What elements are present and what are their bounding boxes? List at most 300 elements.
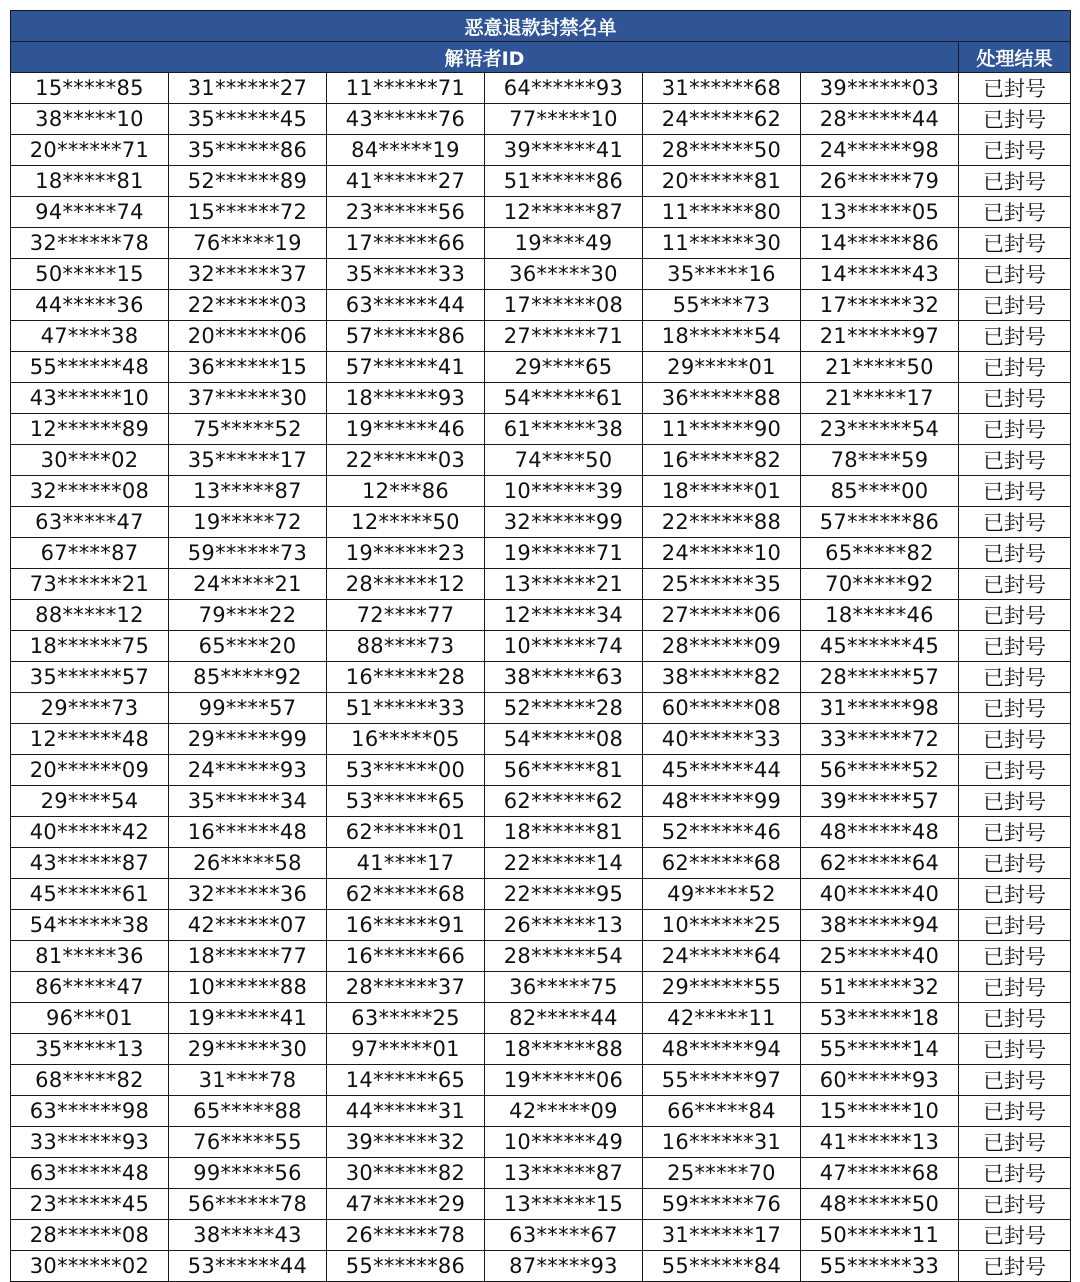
status-cell: 已封号	[959, 972, 1071, 1003]
id-cell: 97*****01	[327, 1034, 485, 1065]
id-cell: 27******06	[643, 600, 801, 631]
table-row	[11, 321, 1071, 352]
id-cell: 14******65	[327, 1065, 485, 1096]
status-cell: 已封号	[959, 321, 1071, 352]
id-cell: 62******01	[327, 817, 485, 848]
id-cell: 12******34	[485, 600, 643, 631]
id-cell: 47******29	[327, 1189, 485, 1220]
id-cell: 20******71	[11, 135, 169, 166]
id-cell: 35******57	[11, 662, 169, 693]
id-cell: 64******93	[485, 73, 643, 104]
id-cell: 40******33	[643, 724, 801, 755]
id-cell: 52******89	[169, 166, 327, 197]
id-cell: 47******68	[801, 1158, 959, 1189]
id-cell: 65****20	[169, 631, 327, 662]
id-cell: 94*****74	[11, 197, 169, 228]
id-cell: 11******30	[643, 228, 801, 259]
table-row	[11, 135, 1071, 166]
id-cell: 23******45	[11, 1189, 169, 1220]
id-cell: 66*****84	[643, 1096, 801, 1127]
id-cell: 63******98	[11, 1096, 169, 1127]
id-cell: 21*****50	[801, 352, 959, 383]
id-cell: 35*****13	[11, 1034, 169, 1065]
id-cell: 86*****47	[11, 972, 169, 1003]
id-cell: 55******84	[643, 1251, 801, 1282]
id-cell: 67****87	[11, 538, 169, 569]
id-cell: 60******08	[643, 693, 801, 724]
id-cell: 41******13	[801, 1127, 959, 1158]
table-row	[11, 1220, 1071, 1251]
id-cell: 51******32	[801, 972, 959, 1003]
id-cell: 53******65	[327, 786, 485, 817]
id-cell: 19******06	[485, 1065, 643, 1096]
id-cell: 18*****81	[11, 166, 169, 197]
id-cell: 28******57	[801, 662, 959, 693]
table-row	[11, 1065, 1071, 1096]
id-cell: 22******95	[485, 879, 643, 910]
id-cell: 28******12	[327, 569, 485, 600]
id-cell: 48******50	[801, 1189, 959, 1220]
id-cell: 32******37	[169, 259, 327, 290]
id-cell: 32******08	[11, 476, 169, 507]
table-row	[11, 941, 1071, 972]
table-row	[11, 1158, 1071, 1189]
ban-list-table	[10, 10, 1071, 1282]
id-cell: 14******43	[801, 259, 959, 290]
table-row	[11, 1189, 1071, 1220]
id-cell: 28******08	[11, 1220, 169, 1251]
table-row	[11, 104, 1071, 135]
id-cell: 28******54	[485, 941, 643, 972]
id-cell: 19****49	[485, 228, 643, 259]
status-cell: 已封号	[959, 786, 1071, 817]
table-row	[11, 1096, 1071, 1127]
id-cell: 39******41	[485, 135, 643, 166]
status-cell: 已封号	[959, 352, 1071, 383]
id-cell: 76*****55	[169, 1127, 327, 1158]
id-cell: 60******93	[801, 1065, 959, 1096]
table-row	[11, 197, 1071, 228]
id-cell: 41****17	[327, 848, 485, 879]
id-cell: 13******21	[485, 569, 643, 600]
id-cell: 24******64	[643, 941, 801, 972]
id-cell: 15******10	[801, 1096, 959, 1127]
id-cell: 38*****43	[169, 1220, 327, 1251]
id-cell: 36******15	[169, 352, 327, 383]
table-row	[11, 507, 1071, 538]
id-cell: 13******05	[801, 197, 959, 228]
id-cell: 24******98	[801, 135, 959, 166]
id-cell: 29******55	[643, 972, 801, 1003]
table-body	[11, 73, 1071, 1282]
id-cell: 18******54	[643, 321, 801, 352]
id-cell: 17******08	[485, 290, 643, 321]
table-row	[11, 600, 1071, 631]
id-cell: 45******44	[643, 755, 801, 786]
id-cell: 10******88	[169, 972, 327, 1003]
id-cell: 57******86	[327, 321, 485, 352]
id-cell: 35******17	[169, 445, 327, 476]
id-cell: 18******01	[643, 476, 801, 507]
table-row	[11, 910, 1071, 941]
table-row	[11, 662, 1071, 693]
table-row	[11, 228, 1071, 259]
id-cell: 40******42	[11, 817, 169, 848]
id-cell: 53******00	[327, 755, 485, 786]
id-cell: 49*****52	[643, 879, 801, 910]
id-cell: 54******08	[485, 724, 643, 755]
id-cell: 28******50	[643, 135, 801, 166]
id-cell: 52******46	[643, 817, 801, 848]
id-cell: 54******61	[485, 383, 643, 414]
id-cell: 82*****44	[485, 1003, 643, 1034]
id-cell: 45******61	[11, 879, 169, 910]
status-cell: 已封号	[959, 879, 1071, 910]
id-cell: 26*****58	[169, 848, 327, 879]
id-cell: 11******80	[643, 197, 801, 228]
table-row	[11, 445, 1071, 476]
status-cell: 已封号	[959, 910, 1071, 941]
id-cell: 56******52	[801, 755, 959, 786]
id-cell: 35******45	[169, 104, 327, 135]
id-cell: 53******18	[801, 1003, 959, 1034]
id-cell: 35*****16	[643, 259, 801, 290]
id-cell: 39******03	[801, 73, 959, 104]
id-cell: 38******94	[801, 910, 959, 941]
id-cell: 63*****25	[327, 1003, 485, 1034]
id-cell: 55****73	[643, 290, 801, 321]
id-cell: 39******32	[327, 1127, 485, 1158]
id-cell: 70*****92	[801, 569, 959, 600]
status-cell: 已封号	[959, 631, 1071, 662]
id-cell: 22******88	[643, 507, 801, 538]
id-cell: 33******72	[801, 724, 959, 755]
id-cell: 25******35	[643, 569, 801, 600]
id-cell: 21*****17	[801, 383, 959, 414]
table-row	[11, 724, 1071, 755]
table-title: 恶意退款封禁名单	[11, 11, 1071, 42]
id-cell: 26******78	[327, 1220, 485, 1251]
table-row	[11, 166, 1071, 197]
id-cell: 20******81	[643, 166, 801, 197]
id-cell: 59******76	[643, 1189, 801, 1220]
id-cell: 54******38	[11, 910, 169, 941]
status-cell: 已封号	[959, 662, 1071, 693]
status-cell: 已封号	[959, 1096, 1071, 1127]
status-cell: 已封号	[959, 445, 1071, 476]
id-cell: 13******87	[485, 1158, 643, 1189]
id-cell: 62******64	[801, 848, 959, 879]
id-cell: 78****59	[801, 445, 959, 476]
status-cell: 已封号	[959, 476, 1071, 507]
table-row	[11, 817, 1071, 848]
id-cell: 29****54	[11, 786, 169, 817]
id-cell: 44******31	[327, 1096, 485, 1127]
id-cell: 13******15	[485, 1189, 643, 1220]
id-cell: 44*****36	[11, 290, 169, 321]
id-cell: 42*****09	[485, 1096, 643, 1127]
id-cell: 23******54	[801, 414, 959, 445]
status-cell: 已封号	[959, 755, 1071, 786]
id-cell: 88****73	[327, 631, 485, 662]
id-cell: 37******30	[169, 383, 327, 414]
id-cell: 85*****92	[169, 662, 327, 693]
status-cell: 已封号	[959, 135, 1071, 166]
id-cell: 24******62	[643, 104, 801, 135]
id-cell: 68*****82	[11, 1065, 169, 1096]
id-cell: 16******28	[327, 662, 485, 693]
id-cell: 75*****52	[169, 414, 327, 445]
id-cell: 43******76	[327, 104, 485, 135]
id-cell: 10******74	[485, 631, 643, 662]
id-cell: 32******99	[485, 507, 643, 538]
id-cell: 72****77	[327, 600, 485, 631]
id-cell: 15******72	[169, 197, 327, 228]
id-cell: 50******11	[801, 1220, 959, 1251]
id-cell: 30******82	[327, 1158, 485, 1189]
id-cell: 65*****88	[169, 1096, 327, 1127]
id-cell: 14******86	[801, 228, 959, 259]
id-cell: 24******93	[169, 755, 327, 786]
id-cell: 48******94	[643, 1034, 801, 1065]
id-cell: 45******45	[801, 631, 959, 662]
status-cell: 已封号	[959, 538, 1071, 569]
id-cell: 15*****85	[11, 73, 169, 104]
id-cell: 19******41	[169, 1003, 327, 1034]
id-cell: 61******38	[485, 414, 643, 445]
id-cell: 19******71	[485, 538, 643, 569]
table-row	[11, 755, 1071, 786]
id-cell: 85****00	[801, 476, 959, 507]
id-cell: 43******10	[11, 383, 169, 414]
id-cell: 32******36	[169, 879, 327, 910]
id-cell: 41******27	[327, 166, 485, 197]
id-cell: 30******02	[11, 1251, 169, 1282]
id-cell: 29****73	[11, 693, 169, 724]
id-cell: 63*****47	[11, 507, 169, 538]
status-cell: 已封号	[959, 166, 1071, 197]
id-cell: 29*****01	[643, 352, 801, 383]
id-cell: 52******28	[485, 693, 643, 724]
status-cell: 已封号	[959, 1220, 1071, 1251]
table-row	[11, 879, 1071, 910]
id-cell: 36*****30	[485, 259, 643, 290]
status-cell: 已封号	[959, 197, 1071, 228]
id-cell: 73******21	[11, 569, 169, 600]
table-row	[11, 352, 1071, 383]
id-cell: 50*****15	[11, 259, 169, 290]
id-cell: 62******68	[327, 879, 485, 910]
id-cell: 57******86	[801, 507, 959, 538]
id-cell: 16******66	[327, 941, 485, 972]
id-cell: 99****57	[169, 693, 327, 724]
id-cell: 36******88	[643, 383, 801, 414]
status-cell: 已封号	[959, 1189, 1071, 1220]
table-row	[11, 1251, 1071, 1282]
id-cell: 56******78	[169, 1189, 327, 1220]
id-cell: 20******09	[11, 755, 169, 786]
id-cell: 96***01	[11, 1003, 169, 1034]
id-cell: 63******48	[11, 1158, 169, 1189]
id-cell: 27******71	[485, 321, 643, 352]
id-cell: 19*****72	[169, 507, 327, 538]
id-cell: 28******37	[327, 972, 485, 1003]
id-cell: 55******14	[801, 1034, 959, 1065]
table-row	[11, 693, 1071, 724]
id-cell: 17******66	[327, 228, 485, 259]
id-cell: 55******86	[327, 1251, 485, 1282]
id-cell: 29******99	[169, 724, 327, 755]
status-cell: 已封号	[959, 724, 1071, 755]
id-cell: 12******48	[11, 724, 169, 755]
table-row	[11, 786, 1071, 817]
id-cell: 11******90	[643, 414, 801, 445]
id-cell: 57******41	[327, 352, 485, 383]
id-cell: 63*****67	[485, 1220, 643, 1251]
id-cell: 16******91	[327, 910, 485, 941]
status-cell: 已封号	[959, 848, 1071, 879]
id-cell: 77*****10	[485, 104, 643, 135]
id-cell: 59******73	[169, 538, 327, 569]
id-cell: 30****02	[11, 445, 169, 476]
id-cell: 42*****11	[643, 1003, 801, 1034]
status-cell: 已封号	[959, 1034, 1071, 1065]
id-cell: 99*****56	[169, 1158, 327, 1189]
status-cell: 已封号	[959, 600, 1071, 631]
status-cell: 已封号	[959, 290, 1071, 321]
id-cell: 65*****82	[801, 538, 959, 569]
id-cell: 24*****21	[169, 569, 327, 600]
id-cell: 62******68	[643, 848, 801, 879]
id-cell: 18******81	[485, 817, 643, 848]
id-cell: 26******13	[485, 910, 643, 941]
id-cell: 18******88	[485, 1034, 643, 1065]
id-cell: 51******33	[327, 693, 485, 724]
id-cell: 19******23	[327, 538, 485, 569]
id-cell: 38******63	[485, 662, 643, 693]
id-cell: 28******09	[643, 631, 801, 662]
id-cell: 47****38	[11, 321, 169, 352]
table-row	[11, 414, 1071, 445]
id-cell: 53******44	[169, 1251, 327, 1282]
id-cell: 18******75	[11, 631, 169, 662]
id-cell: 31******68	[643, 73, 801, 104]
id-cell: 12*****50	[327, 507, 485, 538]
id-cell: 12******87	[485, 197, 643, 228]
id-cell: 18******93	[327, 383, 485, 414]
id-cell: 33******93	[11, 1127, 169, 1158]
status-column-header: 处理结果	[959, 42, 1071, 73]
id-cell: 35******33	[327, 259, 485, 290]
table-row	[11, 1034, 1071, 1065]
id-cell: 24******10	[643, 538, 801, 569]
id-cell: 62******62	[485, 786, 643, 817]
id-cell: 55******97	[643, 1065, 801, 1096]
id-cell: 10******39	[485, 476, 643, 507]
id-cell: 12***86	[327, 476, 485, 507]
status-cell: 已封号	[959, 259, 1071, 290]
status-cell: 已封号	[959, 414, 1071, 445]
id-cell: 18*****46	[801, 600, 959, 631]
status-cell: 已封号	[959, 383, 1071, 414]
header-row	[11, 42, 1071, 73]
id-cell: 16*****05	[327, 724, 485, 755]
status-cell: 已封号	[959, 817, 1071, 848]
id-cell: 23******56	[327, 197, 485, 228]
id-cell: 31****78	[169, 1065, 327, 1096]
id-cell: 16******31	[643, 1127, 801, 1158]
status-cell: 已封号	[959, 941, 1071, 972]
id-cell: 22******03	[327, 445, 485, 476]
table-row	[11, 569, 1071, 600]
id-cell: 26******79	[801, 166, 959, 197]
id-cell: 13*****87	[169, 476, 327, 507]
table-row	[11, 73, 1071, 104]
status-cell: 已封号	[959, 1003, 1071, 1034]
id-cell: 74****50	[485, 445, 643, 476]
table-row	[11, 1127, 1071, 1158]
table-row	[11, 631, 1071, 662]
id-cell: 40******40	[801, 879, 959, 910]
id-cell: 22******03	[169, 290, 327, 321]
id-cell: 19******46	[327, 414, 485, 445]
table-row	[11, 1003, 1071, 1034]
id-cell: 48******99	[643, 786, 801, 817]
id-cell: 12******89	[11, 414, 169, 445]
status-cell: 已封号	[959, 228, 1071, 259]
id-cell: 51******86	[485, 166, 643, 197]
id-cell: 22******14	[485, 848, 643, 879]
id-cell: 21******97	[801, 321, 959, 352]
table-row	[11, 972, 1071, 1003]
id-cell: 55******33	[801, 1251, 959, 1282]
title-row	[11, 11, 1071, 42]
id-cell: 87*****93	[485, 1251, 643, 1282]
status-cell: 已封号	[959, 693, 1071, 724]
table-row	[11, 383, 1071, 414]
id-cell: 16******48	[169, 817, 327, 848]
id-cell: 55******48	[11, 352, 169, 383]
id-cell: 32******78	[11, 228, 169, 259]
status-cell: 已封号	[959, 569, 1071, 600]
status-cell: 已封号	[959, 507, 1071, 538]
id-column-header: 解语者ID	[11, 42, 959, 73]
id-cell: 81*****36	[11, 941, 169, 972]
status-cell: 已封号	[959, 1127, 1071, 1158]
id-cell: 56******81	[485, 755, 643, 786]
id-cell: 18******77	[169, 941, 327, 972]
table-row	[11, 259, 1071, 290]
id-cell: 35******34	[169, 786, 327, 817]
id-cell: 79****22	[169, 600, 327, 631]
id-cell: 88*****12	[11, 600, 169, 631]
status-cell: 已封号	[959, 1251, 1071, 1282]
id-cell: 16******82	[643, 445, 801, 476]
id-cell: 20******06	[169, 321, 327, 352]
status-cell: 已封号	[959, 104, 1071, 135]
id-cell: 43******87	[11, 848, 169, 879]
id-cell: 29****65	[485, 352, 643, 383]
id-cell: 29******30	[169, 1034, 327, 1065]
table-row	[11, 848, 1071, 879]
id-cell: 31******17	[643, 1220, 801, 1251]
id-cell: 39******57	[801, 786, 959, 817]
id-cell: 48******48	[801, 817, 959, 848]
id-cell: 38******82	[643, 662, 801, 693]
id-cell: 76*****19	[169, 228, 327, 259]
id-cell: 31******98	[801, 693, 959, 724]
status-cell: 已封号	[959, 73, 1071, 104]
